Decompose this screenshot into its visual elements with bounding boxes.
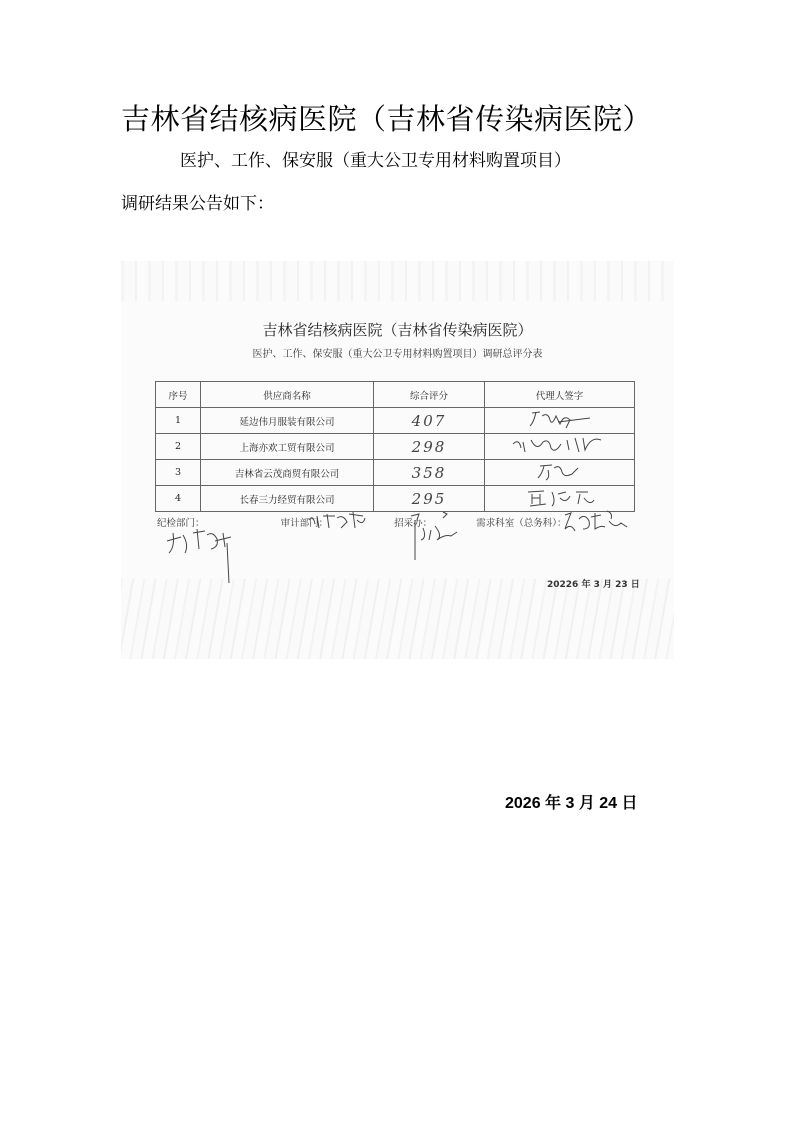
document-subtitle: 医护、工作、保安服（重大公卫专用材料购置项目） bbox=[180, 151, 571, 171]
header-no: 序号 bbox=[156, 382, 201, 408]
table-header-row bbox=[156, 382, 635, 408]
row-supplier: 吉林省云茂商贸有限公司 bbox=[201, 460, 374, 486]
scan-date: 20226 年 3 月 23 日 bbox=[547, 580, 640, 590]
row-score: 295 bbox=[374, 486, 485, 512]
row-no: 1 bbox=[156, 408, 201, 434]
signature-icon bbox=[520, 408, 600, 430]
row-score: 407 bbox=[374, 408, 485, 434]
procurement-label: 招采办： bbox=[394, 518, 433, 529]
procurement-signature-icon bbox=[409, 510, 469, 562]
audit-signature-icon bbox=[307, 510, 367, 532]
table-row bbox=[156, 460, 635, 486]
scanned-score-sheet bbox=[121, 261, 674, 659]
row-score: 298 bbox=[374, 434, 485, 460]
announcement-date: 2026 年 3 月 24 日 bbox=[505, 795, 638, 812]
row-signature bbox=[485, 460, 635, 486]
signature-icon bbox=[510, 486, 610, 508]
demand-signature-icon bbox=[561, 507, 631, 541]
score-table bbox=[155, 381, 635, 512]
row-signature bbox=[485, 434, 635, 460]
row-supplier: 延边伟月服装有限公司 bbox=[201, 408, 374, 434]
signature-icon bbox=[520, 460, 600, 482]
discipline-signature-icon bbox=[161, 523, 241, 585]
document-title: 吉林省结核病医院（吉林省传染病医院） bbox=[121, 102, 653, 136]
header-score: 综合评分 bbox=[374, 382, 485, 408]
intro-text: 调研结果公告如下： bbox=[121, 194, 274, 214]
header-supplier: 供应商名称 bbox=[201, 382, 374, 408]
table-row bbox=[156, 408, 635, 434]
row-no: 3 bbox=[156, 460, 201, 486]
header-signature: 代理人签字 bbox=[485, 382, 635, 408]
scan-texture-bottom bbox=[121, 579, 674, 659]
row-no: 4 bbox=[156, 486, 201, 512]
scan-texture-top bbox=[121, 261, 674, 301]
row-no: 2 bbox=[156, 434, 201, 460]
signature-icon bbox=[505, 434, 615, 456]
row-supplier: 长春三力经贸有限公司 bbox=[201, 486, 374, 512]
demand-label: 需求科室（总务科）： bbox=[476, 518, 567, 529]
audit-label: 审计部门： bbox=[280, 518, 329, 529]
row-supplier: 上海亦欢工贸有限公司 bbox=[201, 434, 374, 460]
row-signature bbox=[485, 408, 635, 434]
scan-subtitle: 医护、工作、保安服（重大公卫专用材料购置项目）调研总评分表 bbox=[252, 349, 543, 360]
row-score: 358 bbox=[374, 460, 485, 486]
table-row bbox=[156, 434, 635, 460]
discipline-label: 纪检部门： bbox=[157, 518, 205, 529]
scan-title: 吉林省结核病医院（吉林省传染病医院） bbox=[262, 321, 533, 339]
